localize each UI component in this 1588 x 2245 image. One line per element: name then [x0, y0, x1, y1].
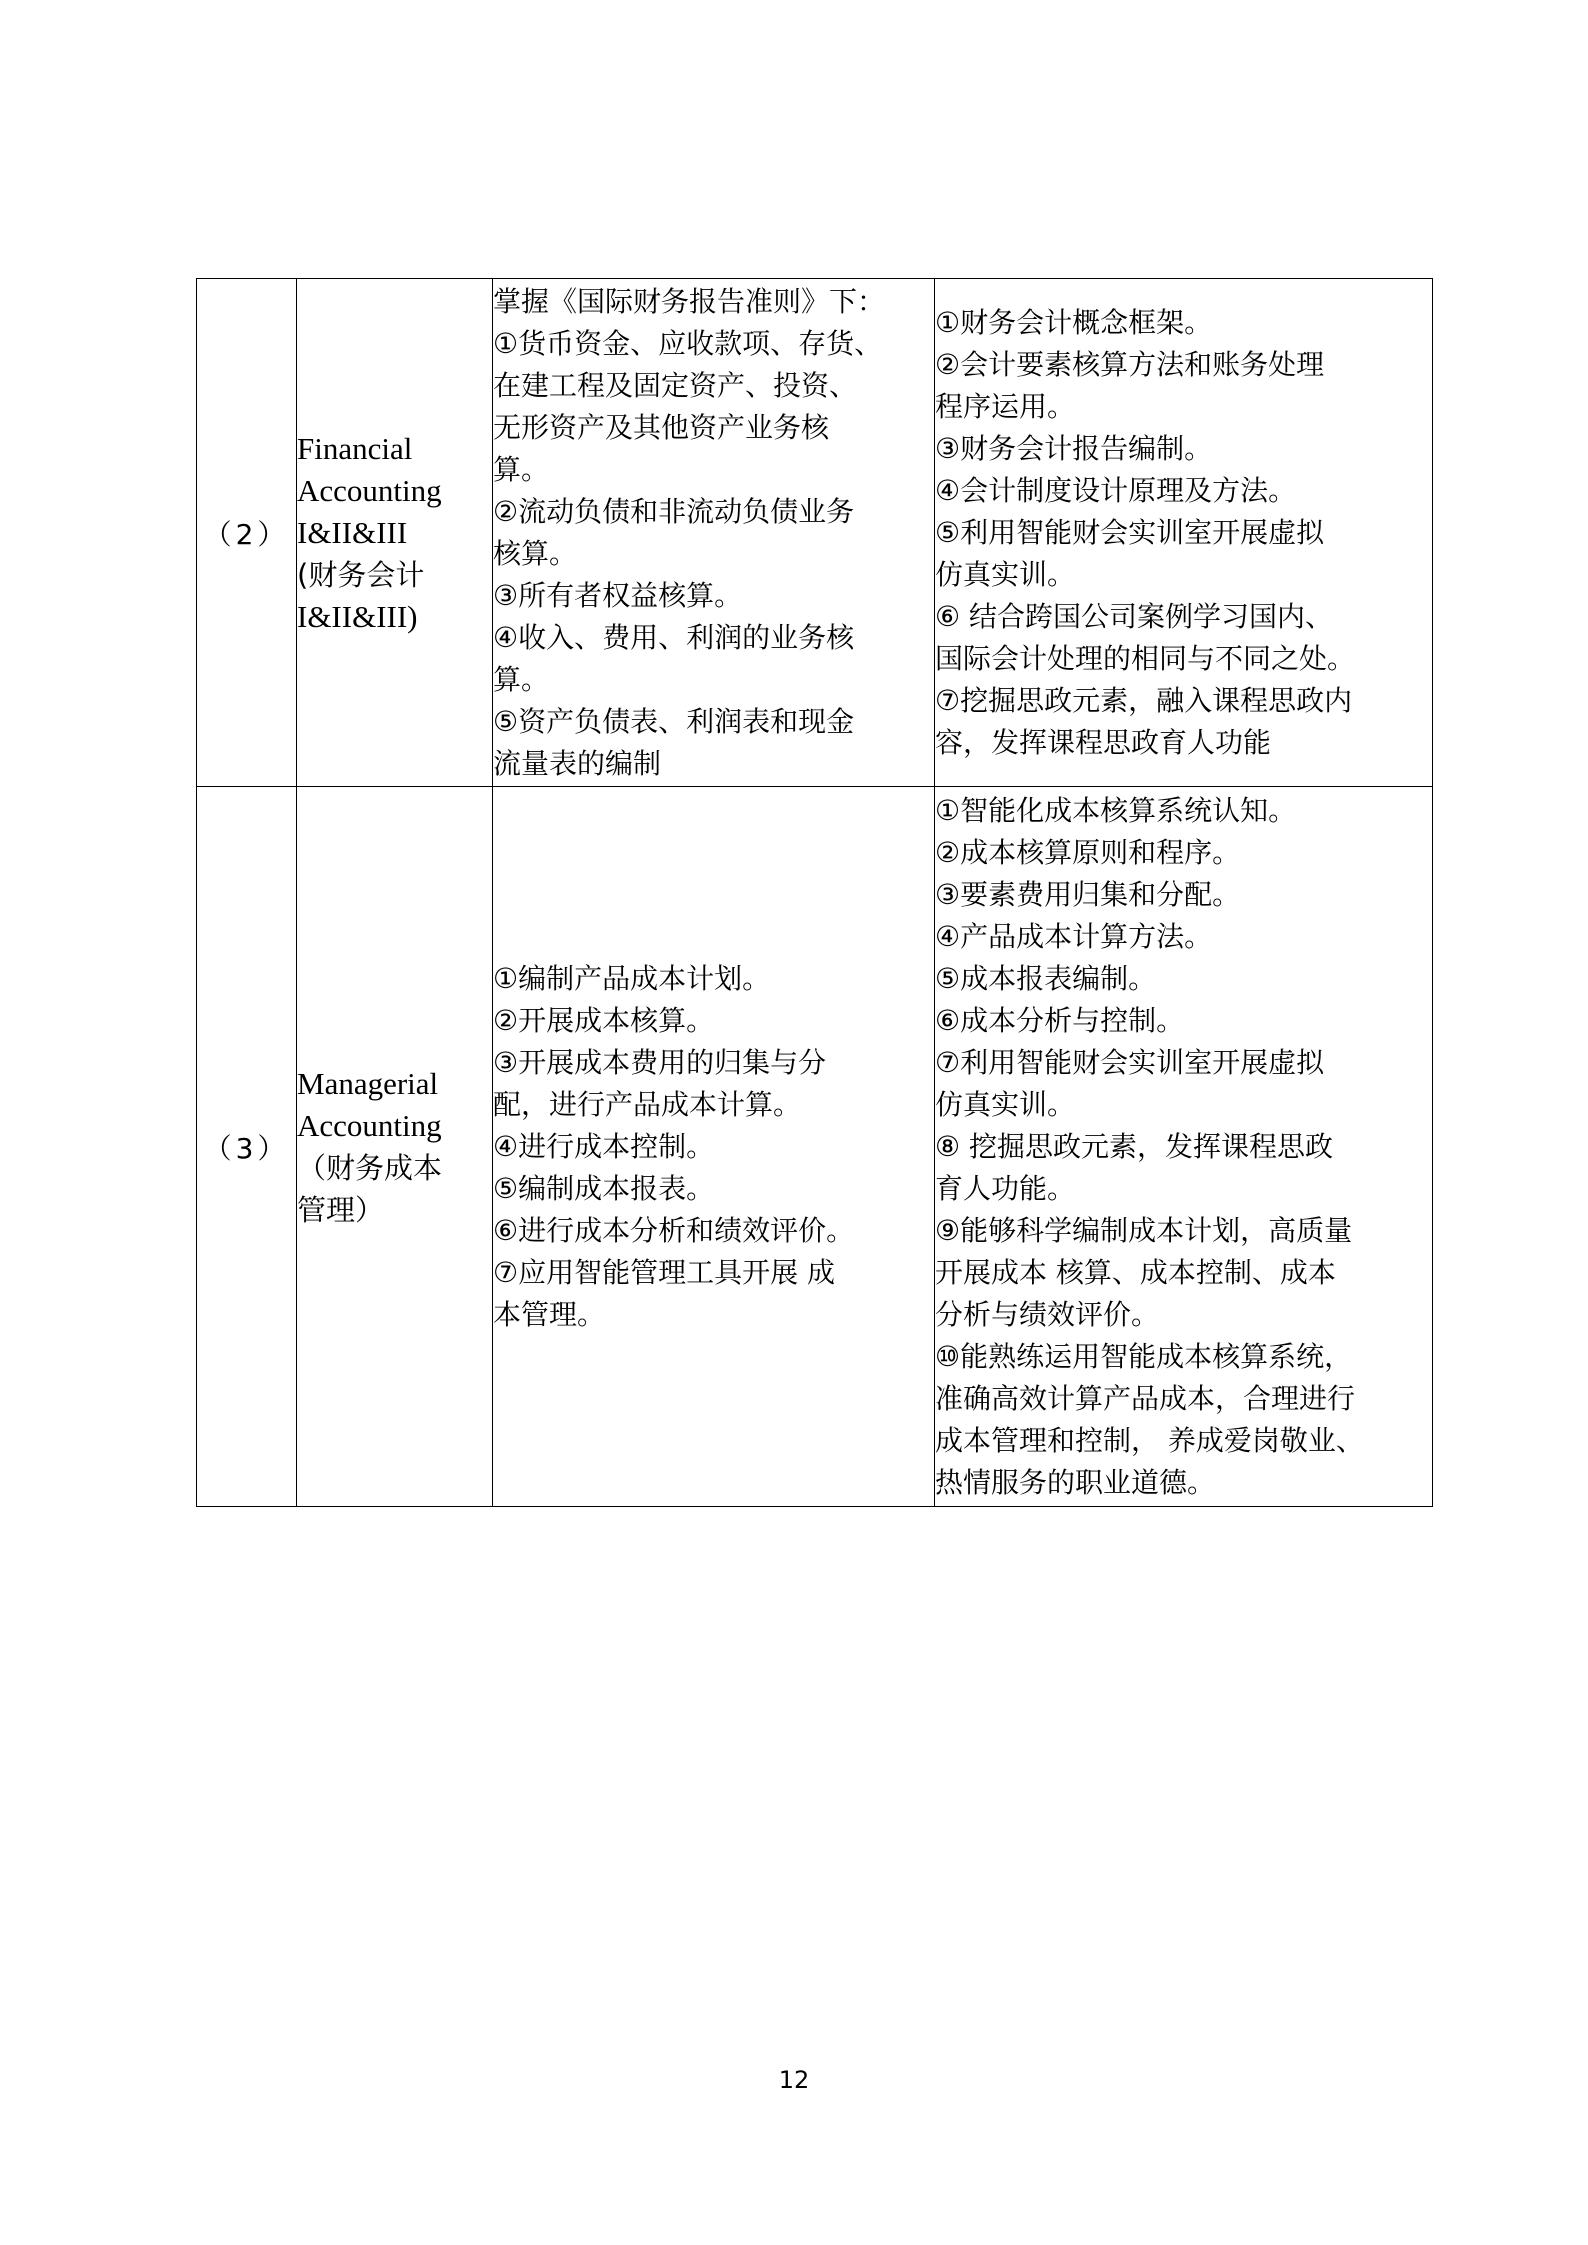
content-line: ③要素费用归集和分配。	[935, 877, 1241, 911]
content-line: ⑧ 挖掘思政元素，发挥课程思政	[935, 1129, 1334, 1163]
content-line: 国际会计处理的相同与不同之处。	[935, 641, 1356, 675]
requirement-line: ③所有者权益核算。	[493, 578, 743, 612]
course-line: （财务成本	[297, 1150, 443, 1185]
table-row	[197, 279, 1433, 787]
course-line: (财务会计	[297, 557, 425, 592]
content-line: 程序运用。	[935, 389, 1076, 423]
course-line: 管理）	[297, 1192, 385, 1227]
row-number: （3）	[197, 787, 297, 1507]
content-line: 育人功能。	[935, 1171, 1076, 1205]
content-line: 成本管理和控制， 养成爱岗敬业、	[935, 1423, 1364, 1457]
content-line: ③财务会计报告编制。	[935, 431, 1213, 465]
content-line: ⑦挖掘思政元素，融入课程思政内	[935, 683, 1353, 717]
requirement-line: ④收入、费用、利润的业务核	[493, 620, 855, 654]
requirement-line: 无形资产及其他资产业务核	[493, 410, 830, 444]
requirement-line: ⑦应用智能管理工具开展 成	[493, 1255, 836, 1289]
content-line: 容，发挥课程思政育人功能	[935, 725, 1272, 759]
requirement-line: ①编制产品成本计划。	[493, 961, 771, 995]
requirements-cell	[493, 279, 935, 787]
content-line: 分析与绩效评价。	[935, 1297, 1160, 1331]
content-line: ⑤成本报表编制。	[935, 961, 1157, 995]
requirement-line: ⑥进行成本分析和绩效评价。	[493, 1213, 855, 1247]
requirement-line: ②流动负债和非流动负债业务	[493, 494, 855, 528]
requirement-line: 本管理。	[493, 1297, 606, 1331]
content-line: ⑩能熟练运用智能成本核算系统，	[935, 1339, 1353, 1373]
content-line: ⑤利用智能财会实训室开展虚拟	[935, 515, 1325, 549]
content-line: ⑦利用智能财会实训室开展虚拟	[935, 1045, 1325, 1079]
course-line: I&II&III	[297, 514, 408, 550]
requirement-line: ③开展成本费用的归集与分	[493, 1045, 827, 1079]
content-line: 开展成本 核算、成本控制、成本	[935, 1255, 1336, 1289]
content-line: 仿真实训。	[935, 1087, 1076, 1121]
content-line: ②会计要素核算方法和账务处理	[935, 347, 1325, 381]
content-line: 热情服务的职业道德。	[935, 1465, 1216, 1499]
requirement-line: 流量表的编制	[493, 746, 662, 780]
course-table	[196, 278, 1433, 1507]
requirement-line: 掌握《国际财务报告准则》下：	[493, 284, 886, 318]
content-line: ④会计制度设计原理及方法。	[935, 473, 1297, 507]
content-cell	[935, 279, 1433, 787]
course-line: Managerial	[297, 1065, 439, 1101]
requirement-line: ①货币资金、应收款项、存货、	[493, 326, 883, 360]
content-line: ①智能化成本核算系统认知。	[935, 793, 1297, 827]
course-line: Accounting	[297, 1107, 442, 1143]
requirements-cell	[493, 787, 935, 1507]
table-row	[197, 787, 1433, 1507]
course-name	[297, 787, 493, 1507]
content-line: ⑥ 结合跨国公司案例学习国内、	[935, 599, 1334, 633]
content-line: ⑨能够科学编制成本计划，高质量	[935, 1213, 1353, 1247]
course-line: Financial	[297, 430, 413, 466]
requirement-line: 算。	[493, 662, 550, 696]
content-line: ⑥成本分析与控制。	[935, 1003, 1185, 1037]
requirement-line: 配，进行产品成本计算。	[493, 1087, 802, 1121]
page-number: 12	[778, 2066, 810, 2094]
content-cell	[935, 787, 1433, 1507]
content-line: 准确高效计算产品成本，合理进行	[935, 1381, 1356, 1415]
row-number: （2）	[197, 279, 297, 787]
requirement-line: ④进行成本控制。	[493, 1129, 715, 1163]
requirement-line: 算。	[493, 452, 550, 486]
requirement-line: 核算。	[493, 536, 578, 570]
content-line: 仿真实训。	[935, 557, 1076, 591]
content-line: ④产品成本计算方法。	[935, 919, 1213, 953]
requirement-line: ⑤编制成本报表。	[493, 1171, 715, 1205]
requirement-line: 在建工程及固定资产、投资、	[493, 368, 858, 402]
content-line: ①财务会计概念框架。	[935, 305, 1213, 339]
content-line: ②成本核算原则和程序。	[935, 835, 1241, 869]
course-name	[297, 279, 493, 787]
requirement-line: ②开展成本核算。	[493, 1003, 715, 1037]
course-line: Accounting	[297, 472, 442, 508]
requirement-line: ⑤资产负债表、利润表和现金	[493, 704, 855, 738]
course-line: I&II&III)	[297, 598, 418, 634]
